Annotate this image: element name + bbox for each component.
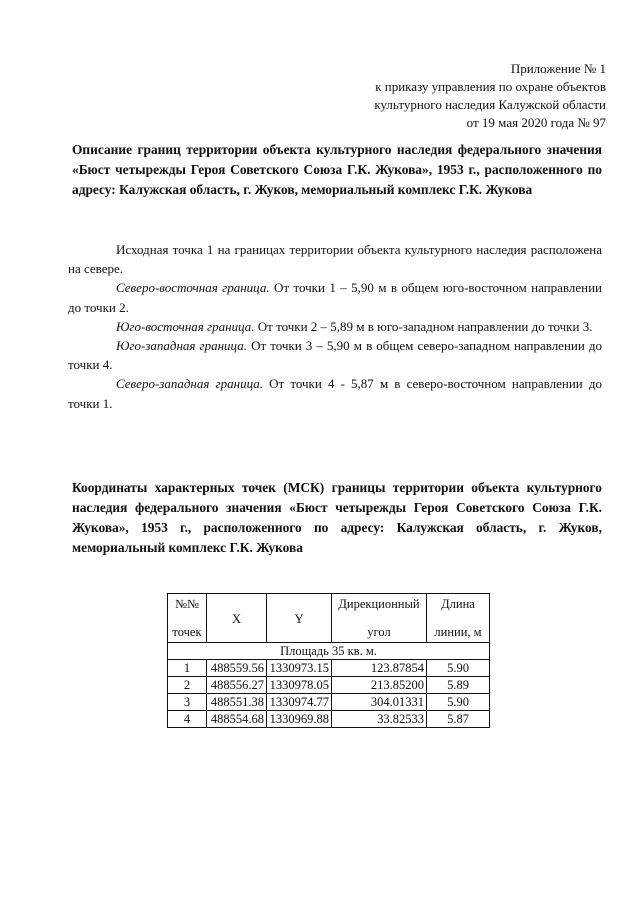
coordinates-title: Координаты характерных точек (МСК) границы территории объекта культурного наследия федерального значения «Бюст четырежды Героя Советского Союза Г.К. Жукова», 1953 г., расположенного по адресу: Калужская область, г. Жуков, мемориальный комплекс Г.К. Жукова bbox=[72, 480, 602, 555]
point-number-cell: 2 bbox=[168, 677, 207, 694]
length-cell: 5.90 bbox=[427, 660, 490, 677]
origin-point-paragraph: Исходная точка 1 на границах территории объекта культурного наследия расположена на севере. bbox=[68, 242, 602, 277]
y-cell: 1330969.88 bbox=[267, 711, 332, 728]
point-number-cell: 3 bbox=[168, 694, 207, 711]
x-cell: 488559.56 bbox=[207, 660, 267, 677]
direction-cell: 123.87854 bbox=[332, 660, 427, 677]
southeast-boundary-paragraph bbox=[68, 317, 602, 336]
area-row bbox=[168, 643, 490, 660]
point-number-cell: 1 bbox=[168, 660, 207, 677]
boundary-description-title: Описание границ территории объекта культурного наследия федерального значения «Бюст четырежды Героя Советского Союза Г.К. Жукова», 1953 г., расположенного по адресу: Калужская область, г. Жуков, мемориальный комплекс Г.К. Жукова bbox=[72, 142, 602, 197]
header-x bbox=[207, 594, 267, 643]
southeast-boundary-text: От точки 2 – 5,89 м в юго-западном направлении до точки 3. bbox=[254, 318, 593, 334]
x-cell: 488551.38 bbox=[207, 694, 267, 711]
header-line-length bbox=[427, 594, 490, 643]
northeast-boundary-text: От точки 1 – 5,90 м в общем юго-восточном направлении до точки 2. bbox=[68, 280, 602, 315]
x-cell: 488554.68 bbox=[207, 711, 267, 728]
header-length-bottom: линии, м bbox=[434, 625, 482, 639]
x-cell: 488556.27 bbox=[207, 677, 267, 694]
appendix-line-3: культурного наследия Калужской области bbox=[374, 97, 606, 112]
boundary-description bbox=[68, 240, 602, 413]
table-row bbox=[168, 660, 490, 677]
length-cell: 5.90 bbox=[427, 694, 490, 711]
header-length-top: Длина bbox=[441, 597, 475, 611]
header-x-label: X bbox=[231, 612, 242, 626]
table-row bbox=[168, 694, 490, 711]
direction-cell: 304.01331 bbox=[332, 694, 427, 711]
northwest-boundary-text: От точки 4 - 5,87 м в северо-восточном направлении до точки 1. bbox=[68, 376, 603, 411]
header-direction-angle bbox=[332, 594, 427, 643]
coordinates-table bbox=[167, 593, 490, 728]
northeast-boundary-paragraph bbox=[68, 278, 602, 316]
header-direction-top: Дирекционный bbox=[338, 597, 420, 611]
header-point-number-bottom: точек bbox=[172, 625, 202, 639]
header-y bbox=[267, 594, 332, 643]
length-cell: 5.89 bbox=[427, 677, 490, 694]
length-cell: 5.87 bbox=[427, 711, 490, 728]
y-cell: 1330973.15 bbox=[267, 660, 332, 677]
header-direction-bottom: угол bbox=[367, 625, 391, 639]
y-cell: 1330974.77 bbox=[267, 694, 332, 711]
northeast-boundary-label: Северо-восточная граница. bbox=[116, 280, 270, 296]
point-number-cell: 4 bbox=[168, 711, 207, 728]
header-point-number bbox=[168, 594, 207, 643]
table-header-row bbox=[168, 594, 490, 643]
southwest-boundary-paragraph bbox=[68, 336, 602, 374]
southwest-boundary-label: Юго-западная граница. bbox=[116, 338, 247, 354]
northwest-boundary-paragraph bbox=[68, 374, 602, 412]
southeast-boundary-label: Юго-восточная граница. bbox=[116, 318, 255, 334]
y-cell: 1330978.05 bbox=[267, 677, 332, 694]
area-cell: Площадь 35 кв. м. bbox=[168, 643, 490, 660]
direction-cell: 33.82533 bbox=[332, 711, 427, 728]
appendix-line-2: к приказу управления по охране объектов bbox=[375, 79, 606, 94]
northwest-boundary-label: Северо-западная граница. bbox=[116, 376, 263, 392]
appendix-header bbox=[374, 60, 606, 132]
southwest-boundary-text: От точки 3 – 5,90 м в общем северо-западном направлении до точки 4. bbox=[68, 338, 603, 373]
header-y-label: Y bbox=[294, 612, 304, 626]
header-point-number-top: №№ bbox=[175, 597, 199, 611]
appendix-line-1: Приложение № 1 bbox=[510, 61, 606, 76]
table-row bbox=[168, 711, 490, 728]
table-row bbox=[168, 677, 490, 694]
appendix-line-4: от 19 мая 2020 года № 97 bbox=[466, 115, 606, 130]
direction-cell: 213.85200 bbox=[332, 677, 427, 694]
